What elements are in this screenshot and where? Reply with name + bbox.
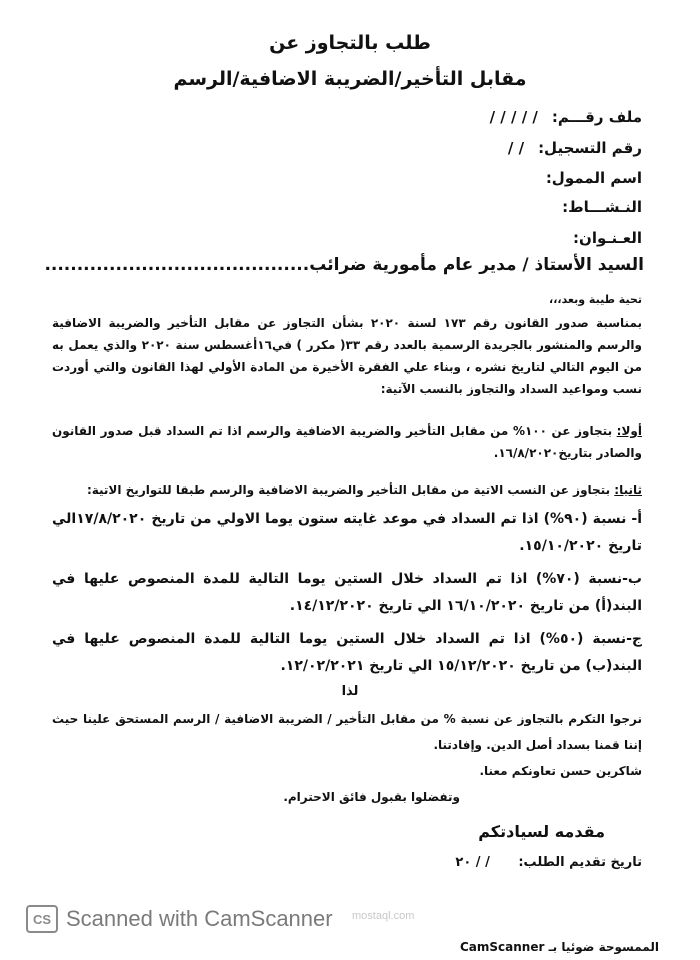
- addressee-line: السيد الأستاذ / مدير عام مأمورية ضرائب.........................................: [44, 255, 644, 275]
- second-clause: [52, 479, 642, 501]
- thanks-line: شاكرين حسن تعاونكم معنا.: [479, 764, 642, 778]
- registration-number-value: / /: [507, 139, 525, 157]
- first-clause: [52, 420, 642, 464]
- file-number-field: [490, 108, 642, 126]
- respect-line: وتفضلوا بقبول فائق الاحترام.: [283, 790, 460, 804]
- watermark-text: mostaql.com: [352, 910, 415, 922]
- intro-paragraph: بمناسبة صدور القانون رقم ١٧٣ لسنة ٢٠٢٠ بشأن التجاوز عن مقابل التأخير والضريبة الاضافية والرسم والمنشور بالجريدة الرسمية بالعدد رقم ٣٣( مكرر ) في١٦أغسطس سنة ٢٠٢٠ والذي يعمل به من اليوم التالي لتاريخ نشره ، وبناء علي الفقرة الأخيرة من المادة الأولي لهذا القانون والتي أوردت نسب ومواعيد السداد والتجاوز بالنسب الآتية:: [52, 316, 643, 396]
- activity-field: [548, 198, 642, 216]
- scanned-with-text: Scanned with CamScanner: [66, 906, 333, 931]
- registration-number-field: [508, 139, 642, 157]
- submit-date-value: / / ٢٠: [455, 855, 490, 870]
- activity-label: النـشـــاط:: [562, 198, 642, 216]
- submit-date-field: [455, 855, 642, 870]
- submitted-by: مقدمه لسيادتكم: [478, 822, 605, 841]
- greeting: تحية طيبة وبعد،،،: [549, 293, 642, 306]
- rate-item-c: ج-نسبة (٥٠%) اذا تم السداد خلال الستين يوما التالية للمدة المنصوص عليها في البند(ب) من تاريخ ١٥/١٢/٢٠٢٠ الي تاريخ ١٢/٠٢/٢٠٢١.: [52, 631, 642, 674]
- scanned-arabic-text: الممسوحة ضوئيا بـ CamScanner: [460, 940, 659, 954]
- file-number-label: ملف رقـــم:: [551, 108, 642, 126]
- request-paragraph: نرجوا التكرم بالتجاوز عن نسبة % من مقابل التأخير / الضريبة الاضافية / الرسم المستحق علينا حيث إننا قمنا بسداد أصل الدين. وإفادتنا.: [52, 712, 642, 752]
- second-clause-text: بتجاوز عن النسب الاتية من مقابل التأخير والضريبة الاضافية والرسم طبقا للتواريخ الاتية:: [86, 483, 615, 497]
- taxpayer-name-label: اسم الممول:: [545, 169, 642, 187]
- registration-number-label: رقم التسجيل:: [538, 139, 642, 157]
- therefore-word: لذا: [341, 684, 359, 699]
- first-clause-text: بتجاوز عن ١٠٠% من مقابل التأخير والضريبة الاضافية والرسم اذا تم السداد قبل صدور القانون والصادر بتاريخ١٦/٨/٢٠٢٠.: [52, 424, 642, 460]
- address-field: [559, 229, 642, 247]
- submit-date-label: تاريخ تقديم الطلب:: [518, 855, 642, 870]
- document-subtitle: مقابل التأخير/الضريبة الاضافية/الرسم: [173, 68, 527, 90]
- camscanner-footer: [26, 905, 333, 933]
- second-clause-label: ثانيا:: [614, 483, 642, 497]
- first-clause-label: أولا:: [616, 424, 642, 438]
- rate-item-a: أ- نسبة (٩٠%) اذا تم السداد في موعد غايته ستون يوما الاولي من تاريخ ١٧/٨/٢٠٢٠الي تاريخ ١٥/١٠/٢٠٢٠.: [52, 511, 642, 554]
- file-number-value: / / / / /: [489, 108, 538, 126]
- camscanner-logo-icon: CS: [26, 905, 58, 933]
- address-label: العـنـوان:: [573, 229, 642, 247]
- rate-item-b: ب-نسبة (٧٠%) اذا تم السداد خلال الستين يوما التالية للمدة المنصوص عليها في البند(أ) من تاريخ ١٦/١٠/٢٠٢٠ الي تاريخ ١٤/١٢/٢٠٢٠.: [52, 571, 643, 614]
- taxpayer-name-field: [532, 169, 642, 187]
- document-title: طلب بالتجاوز عن: [269, 32, 431, 54]
